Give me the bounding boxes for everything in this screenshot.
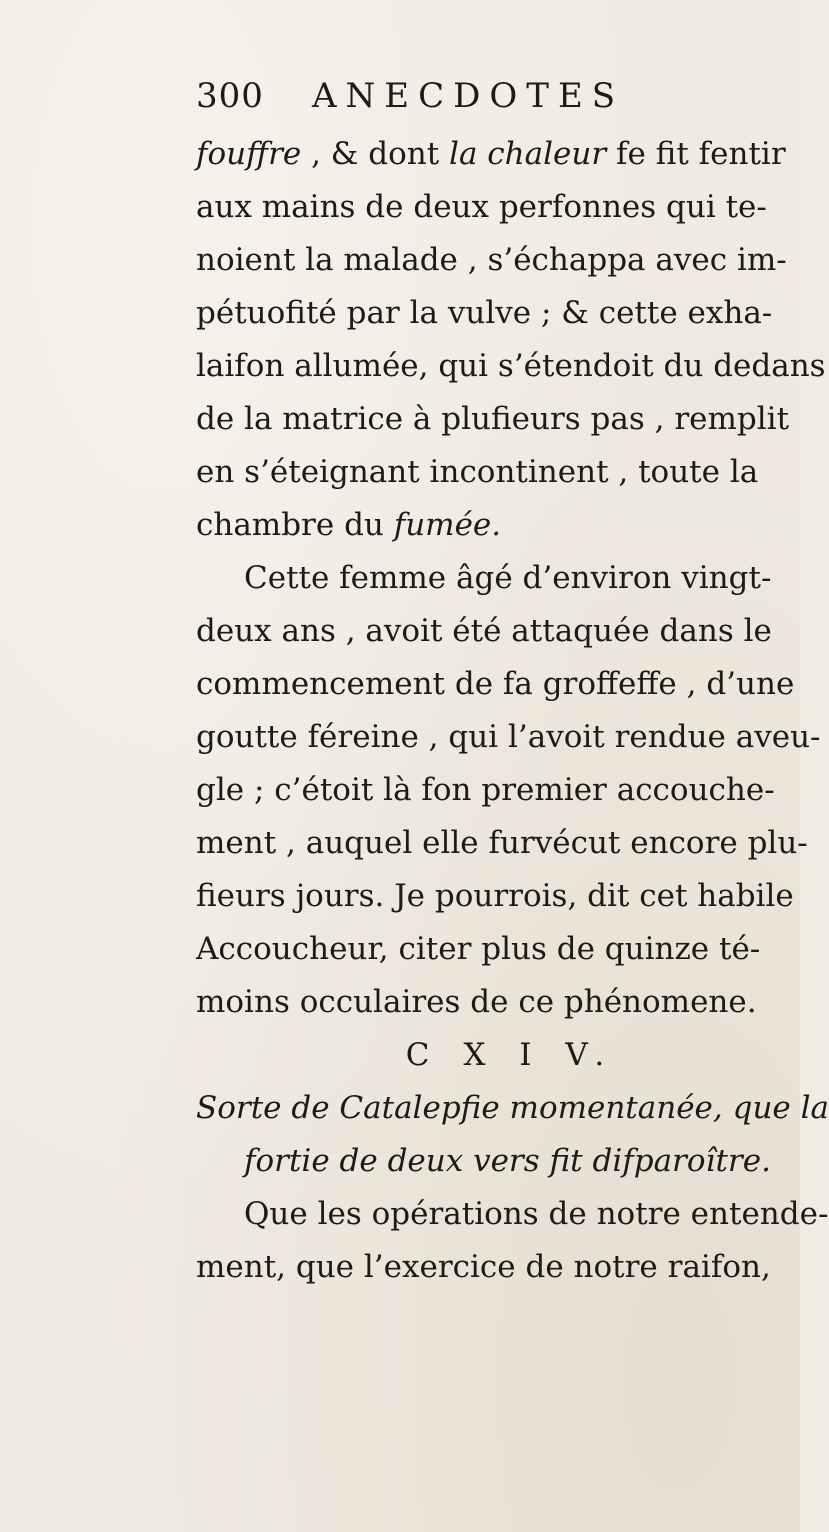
paragraph-start-line: Cette femme âgé d’environ vingt- bbox=[244, 560, 772, 596]
text-line: ment, que l’exercice de notre raifon, bbox=[196, 1249, 771, 1285]
text-line: moins occulaires de ce phénomene. bbox=[196, 984, 757, 1020]
text-line: noient la malade , s’échappa avec im- bbox=[196, 242, 787, 278]
page-header bbox=[196, 76, 756, 126]
text-line: ment , auquel elle furvécut encore plu- bbox=[196, 825, 808, 861]
text-line: deux ans , avoit été attaquée dans le bbox=[196, 613, 772, 649]
main-text bbox=[196, 128, 829, 1294]
text-line: fieurs jours. Je pourrois, dit cet habile bbox=[196, 878, 794, 914]
text-line: gle ; c’étoit là fon premier accouche- bbox=[196, 772, 775, 808]
text-line: pétuofité par la vulve ; & cette exha- bbox=[196, 295, 773, 331]
text-line: aux mains de deux perfonnes qui te- bbox=[196, 189, 767, 225]
section-title-line: Sorte de Catalepfie momentanée, que la bbox=[196, 1090, 829, 1126]
text-line: Accoucheur, citer plus de quinze té- bbox=[196, 931, 761, 967]
text-line: commencement de fa groffeffe , d’une bbox=[196, 666, 795, 702]
running-title: ANECDOTES bbox=[312, 76, 625, 116]
section-title-line: fortie de deux vers fit difparoître. bbox=[244, 1143, 771, 1179]
text-line: en s’éteignant incontinent , toute la bbox=[196, 454, 759, 490]
text-line: fouffre , & dont la chaleur fe fit fentir bbox=[196, 136, 786, 172]
text-line: de la matrice à plufieurs pas , remplit bbox=[196, 401, 790, 437]
page-number: 300 bbox=[196, 76, 264, 116]
text-line: laifon allumée, qui s’étendoit du dedans bbox=[196, 348, 826, 384]
text-line: goutte féreine , qui l’avoit rendue aveu- bbox=[196, 719, 821, 755]
paragraph-start-line: Que les opérations de notre entende- bbox=[244, 1196, 829, 1232]
section-number: C X I V. bbox=[405, 1037, 617, 1073]
text-line: chambre du fumée. bbox=[196, 507, 502, 543]
